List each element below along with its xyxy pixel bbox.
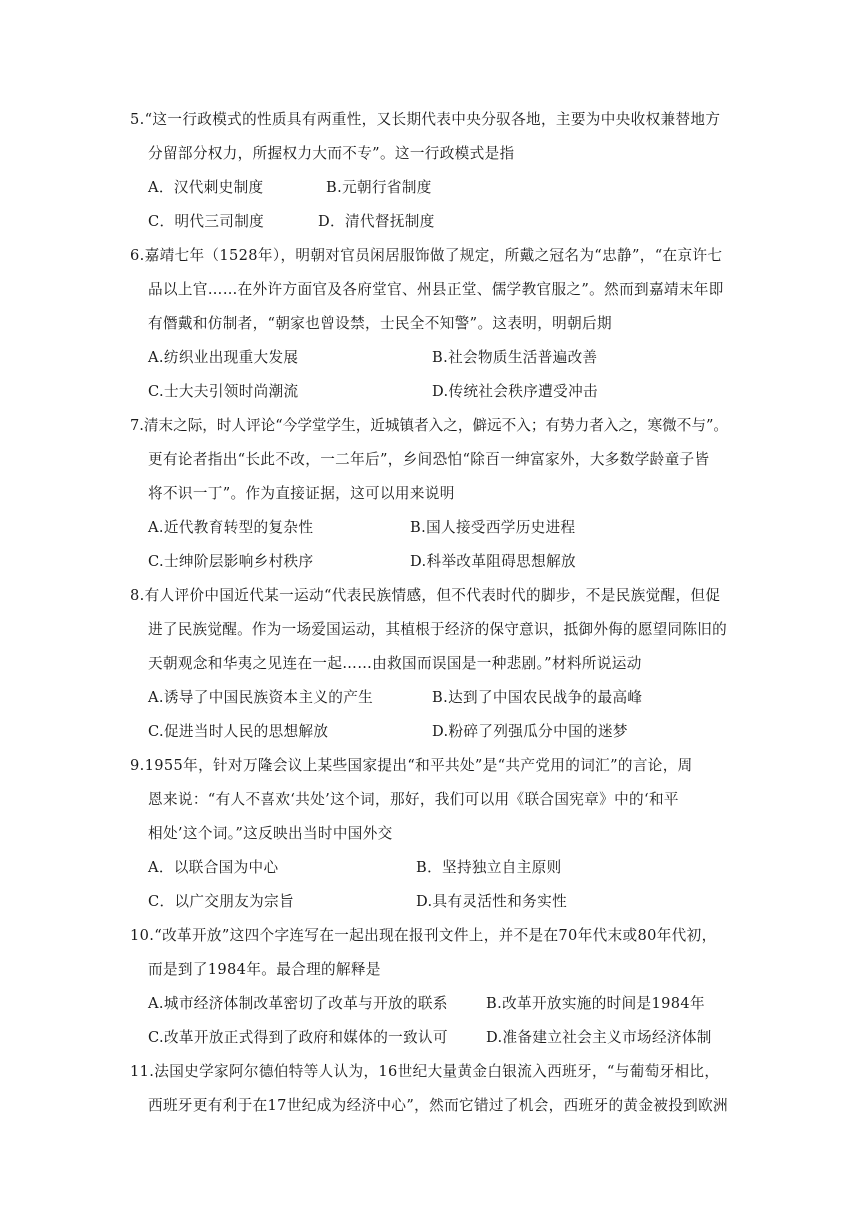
option-a: A.纺织业出现重大发展 — [148, 349, 299, 366]
option-b: B.达到了中国农民战争的最高峰 — [432, 689, 643, 706]
question-text-line: 分留部分权力，所握权力大而不专”。这一行政模式是指 — [148, 145, 515, 162]
question-text-line: 5.“这一行政模式的性质具有两重性，又长期代表中央分驭各地，主要为中央收权兼替地方 — [130, 111, 721, 128]
option-c: C.改革开放正式得到了政府和媒体的一致认可 — [148, 1029, 448, 1046]
question-text-line: 6.嘉靖七年（1528年），明朝对官员闲居服饰做了规定，所戴之冠名为“忠静”，“在京许七 — [130, 247, 723, 264]
question-text-line: 天朝观念和华夷之见连在一起……由救国而误国是一种悲剧。”材料所说运动 — [148, 655, 642, 672]
option-a: A.近代教育转型的复杂性 — [148, 519, 314, 536]
question-text-line: 将不识一丁”。作为直接证据，这可以用来说明 — [148, 485, 455, 502]
option-d: D.粉碎了列强瓜分中国的迷梦 — [432, 723, 628, 740]
question-text-line: 相处’这个词。”这反映出当时中国外交 — [148, 825, 393, 842]
question-text-line: 品以上官……在外许方面官及各府堂官、州县正堂、儒学教官服之”。然而到嘉靖末年即 — [148, 281, 724, 298]
question-text-line: 10.“改革开放”这四个字连写在一起出现在报刊文件上，并不是在70年代末或80年代初， — [130, 927, 717, 944]
option-b: B．坚持独立自主原则 — [416, 859, 562, 876]
option-a: A．以联合国为中心 — [148, 859, 279, 876]
option-a: A.诱导了中国民族资本主义的产生 — [148, 689, 374, 706]
question-text-line: 8.有人评价中国近代某一运动“代表民族情感，但不代表时代的脚步，不是民族觉醒，但促 — [130, 587, 721, 604]
option-c: C.士大夫引领时尚潮流 — [148, 383, 299, 400]
question-text-line: 西班牙更有利于在17世纪成为经济中心”，然而它错过了机会，西班牙的黄金被投到欧洲 — [148, 1097, 729, 1114]
option-d: D．清代督抚制度 — [318, 213, 435, 230]
option-c: C．以广交朋友为宗旨 — [148, 893, 295, 910]
option-b: B.社会物质生活普遍改善 — [432, 349, 598, 366]
option-d: D.科举改革阻碍思想解放 — [410, 553, 576, 570]
question-text-line: 7.清末之际，时人评论“今学堂学生，近城镇者入之，僻远不入；有势力者入之，寒微不与”。 — [130, 417, 729, 434]
question-text-line: 而是到了1984年。最合理的解释是 — [148, 961, 381, 978]
question-text-line: 进了民族觉醒。作为一场爱国运动，其植根于经济的保守意识，抵御外侮的愿望同陈旧的 — [148, 621, 727, 638]
option-d: D.传统社会秩序遭受冲击 — [432, 383, 598, 400]
option-b: B.改革开放实施的时间是1984年 — [486, 995, 705, 1012]
option-a: A.城市经济体制改革密切了改革与开放的联系 — [148, 995, 448, 1012]
option-b: B.国人接受西学历史进程 — [410, 519, 576, 536]
question-text-line: 11.法国史学家阿尔德伯特等人认为，16世纪大量黄金白银流入西班牙，“与葡萄牙相比， — [130, 1063, 720, 1080]
option-d: D.具有灵活性和务实性 — [416, 893, 568, 910]
question-text-line: 9.1955年，针对万隆会议上某些国家提出“和平共处”是“共产党用的词汇”的言论，周 — [130, 757, 693, 774]
option-c: C.促进当时人民的思想解放 — [148, 723, 329, 740]
option-a: A．汉代刺史制度 — [148, 179, 264, 196]
option-b: B.元朝行省制度 — [326, 179, 432, 196]
question-text-line: 更有论者指出“长此不改，一二年后”，乡间恐怕“除百一绅富家外，大多数学龄童子皆 — [148, 451, 710, 468]
question-text-line: 有僭戴和仿制者，“朝家也曾设禁，士民全不知警”。这表明，明朝后期 — [148, 315, 612, 332]
question-text-line: 恩来说：“有人不喜欢‘共处’这个词，那好，我们可以用《联合国宪章》中的‘和平 — [148, 791, 679, 808]
option-d: D.准备建立社会主义市场经济体制 — [486, 1029, 712, 1046]
option-c: C．明代三司制度 — [148, 213, 265, 230]
option-c: C.士绅阶层影响乡村秩序 — [148, 553, 314, 570]
